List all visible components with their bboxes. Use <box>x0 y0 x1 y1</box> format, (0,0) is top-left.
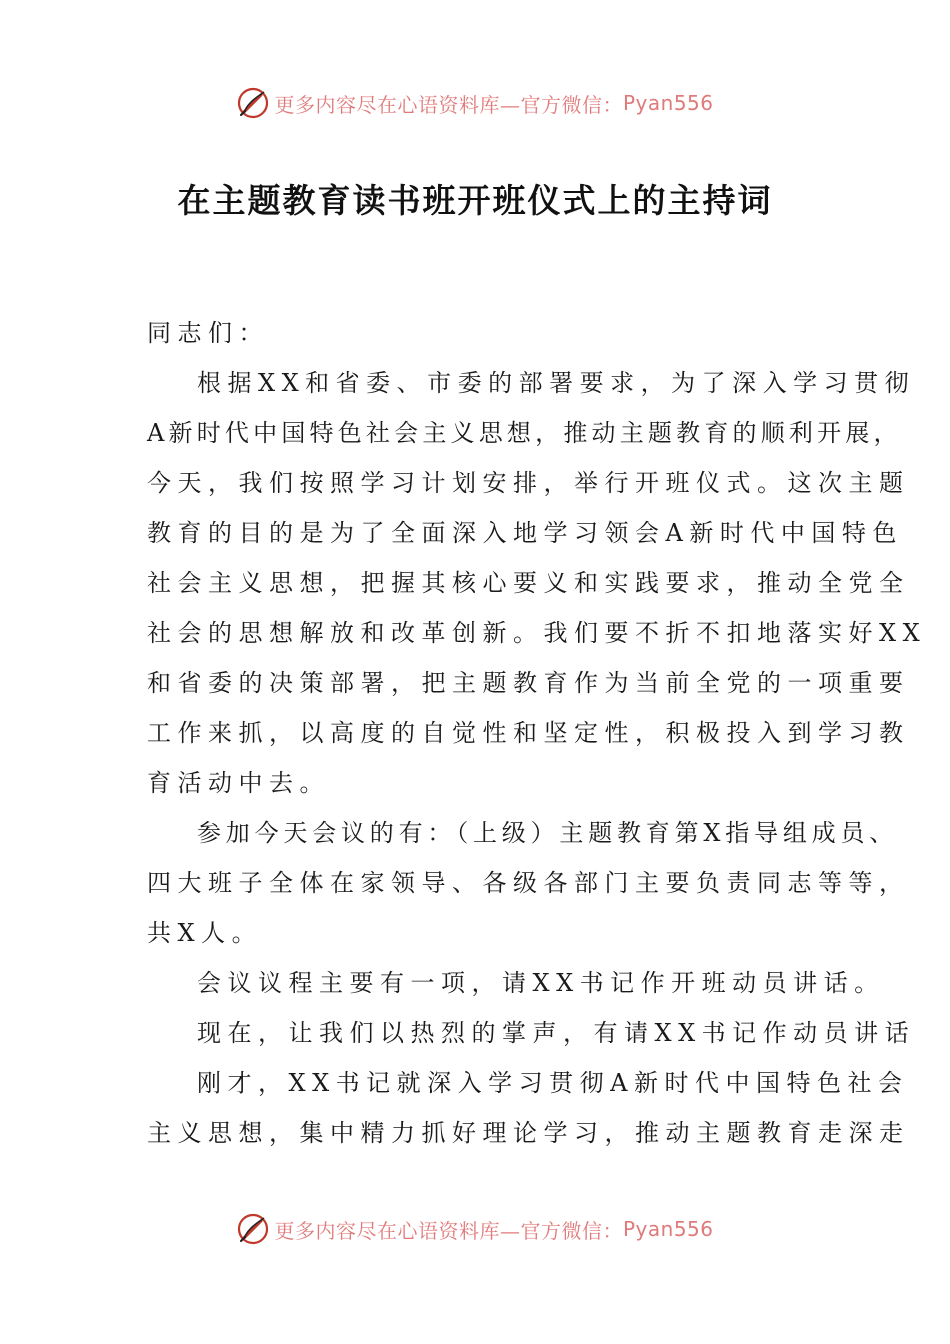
text-line: A新时代中国特色社会主义思想，推动主题教育的顺利开展， <box>147 419 902 447</box>
header-banner <box>0 83 950 123</box>
text-line: 共X人。 <box>147 919 263 947</box>
text-line: 和省委的决策部署，把主题教育作为当前全党的一项重要 <box>147 669 910 697</box>
text-line: 社会的思想解放和改革创新。我们要不折不扣地落实好XX <box>147 619 927 647</box>
text-line: 同志们： <box>147 319 269 347</box>
text-line: 四大班子全体在家领导、各级各部门主要负责同志等等， <box>147 869 910 897</box>
text-line: 现在，让我们以热烈的掌声，有请XX书记作动员讲话 <box>197 1019 916 1047</box>
banner-text: 更多内容尽在心语资料库—官方微信： <box>274 1218 623 1243</box>
document-body <box>147 308 927 1158</box>
banner-wechat-id: Pyan556 <box>622 91 714 115</box>
banner-text: 更多内容尽在心语资料库—官方微信： <box>274 92 623 117</box>
text-line: 主义思想，集中精力抓好理论学习，推动主题教育走深走 <box>147 1119 910 1147</box>
text-line: 社会主义思想，把握其核心要义和实践要求，推动全党全 <box>147 569 910 597</box>
text-line: 育活动中去。 <box>147 769 330 797</box>
text-line: 刚才，XX书记就深入学习贯彻A新时代中国特色社会 <box>197 1069 909 1097</box>
pen-logo-icon <box>236 86 270 120</box>
footer-banner <box>0 1209 950 1249</box>
text-line: 会议议程主要有一项，请XX书记作开班动员讲话。 <box>197 969 885 997</box>
text-line: 根据XX和省委、市委的部署要求，为了深入学习贯彻 <box>197 369 916 397</box>
text-line: 参加今天会议的有：（上级）主题教育第X指导组成员、 <box>197 819 899 847</box>
text-line: 教育的目的是为了全面深入地学习领会A新时代中国特色 <box>147 519 903 547</box>
text-line: 工作来抓，以高度的自觉性和坚定性，积极投入到学习教 <box>147 719 910 747</box>
text-line: 今天，我们按照学习计划安排，举行开班仪式。这次主题 <box>147 469 910 497</box>
pen-logo-icon <box>236 1212 270 1246</box>
banner-wechat-id: Pyan556 <box>622 1217 714 1241</box>
document-title: 在主题教育读书班开班仪式上的主持词 <box>177 181 773 220</box>
